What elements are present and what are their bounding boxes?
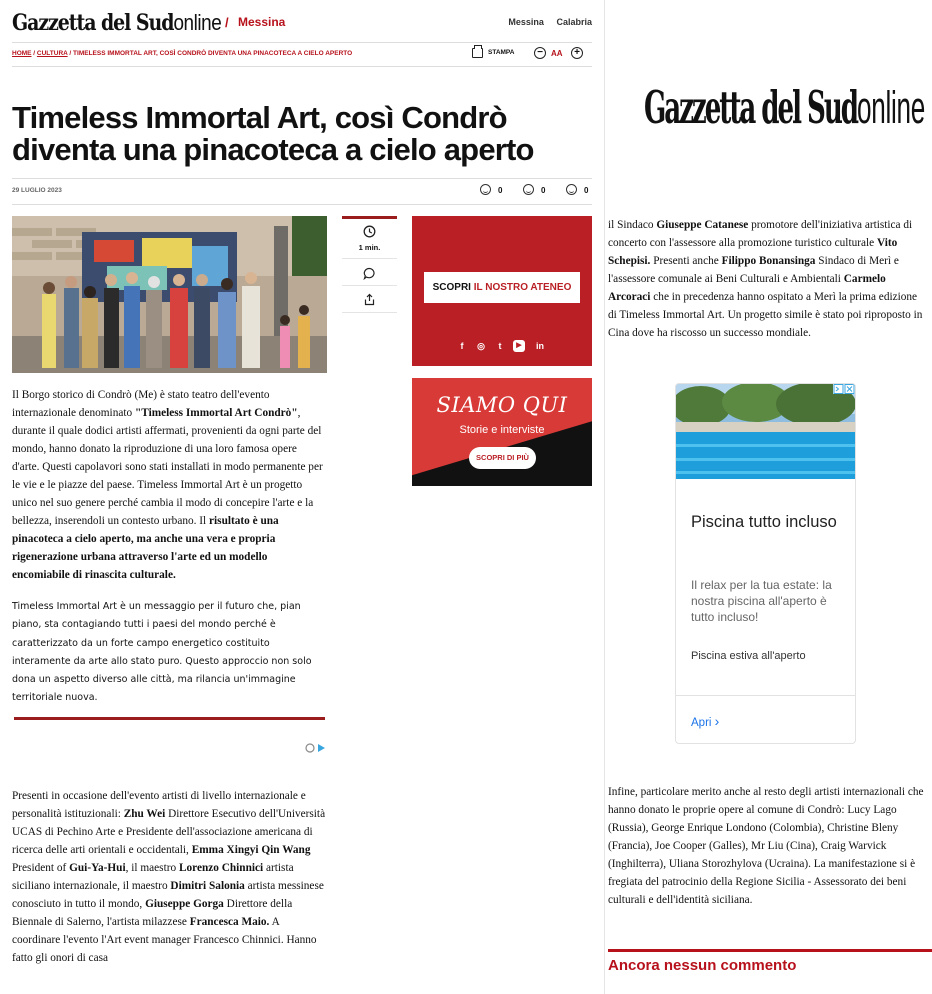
header-divider (12, 42, 592, 43)
ad-siamo-qui-banner[interactable] (412, 378, 592, 486)
printer-icon (472, 48, 483, 58)
smile-icon (480, 184, 491, 195)
ad-divider (676, 695, 856, 696)
logo-separator: / (225, 15, 229, 30)
pool-image (676, 384, 856, 479)
print-paragraph-2: Infine, particolare merito anche al resto degli artisti internazionali che hanno donato le proprie opere al comune di Condrò: Lucy Lago (Russia), George Enrique Londono (Colombia), Christine Bleny (Francia), Joe Cooper (Galles), Mr Liu (Cina), Craig Warvick (Inghilterra), Uliana Storozhylova (Ucraina). La manifestazione si è fregiata del patrocinio della Regione Sicilia - Assessorato dei beni culturali e dell'identità siciliana. (608, 786, 924, 906)
article-paragraph-2: Timeless Immortal Art è un messaggio per il futuro che, pian piano, sta contagiando tutti i paesi del mondo perché è caratterizzato da un forte campo energetico costituito interamente da arte allo stato puro. Questo approccio non solo dona un aspetto diverso alle città, ma rilancia un'immagine territoriale nuova. (12, 601, 312, 704)
linkedin-icon[interactable]: in (536, 341, 544, 351)
print-logo-suffix: online (857, 82, 925, 133)
print-logo-text: Gazzetta del Sud (644, 81, 858, 134)
comment-icon (363, 267, 376, 280)
reaction-surprised-button[interactable] (523, 184, 563, 198)
article-title: Timeless Immortal Art, così Condrò diventa una pinacoteca a cielo aperto (12, 100, 534, 167)
breadcrumb-current: TIMELESS IMMORTAL ART, COSÌ CONDRÒ DIVENTA UNA PINACOTECA A CIELO APERTO (73, 50, 353, 57)
article-paragraph-3: Presenti in occasione dell'evento artisti di livello internazionale e personalità istituzionali: Zhu Wei Direttore Esecutivo dell'Università UCAS di Pechino Arte e Presidente dell'associazione americana di ricerca delle arti orientali e occidentali, Emma Xingyi Qin Wang President of Gui-Ya-Hui, il maestro Lorenzo Chinnici artista siciliano internazionale, il maestro Dimitri Salonia artista messinese conosciuto in tutto il mondo, Giuseppe Gorga Direttore della Biennale di Salerno, l'artista milazzese Francesca Maio. A coordinare l'evento l'Art event manager Francesco Chinnici. Hanno fatto gli onori di casa (12, 790, 326, 964)
comment-button[interactable] (342, 259, 397, 286)
reactions-bar (480, 184, 592, 198)
publish-date: 29 LUGLIO 2023 (12, 187, 62, 194)
share-rail (342, 216, 397, 312)
ad-siamo-button[interactable]: SCOPRI DI PIÙ (469, 447, 536, 469)
twitter-icon[interactable]: t (498, 341, 502, 351)
region-nav (498, 17, 592, 27)
ad-piscina-footer: Piscina estiva all'aperto (691, 650, 806, 662)
font-increase-button[interactable]: + (571, 47, 583, 59)
share-icon (363, 293, 376, 306)
reaction-smile-button[interactable] (480, 184, 520, 198)
social-links (456, 340, 548, 354)
title-divider (12, 178, 592, 179)
breadcrumb-separator: / (67, 50, 74, 57)
share-button[interactable] (342, 286, 397, 313)
reading-time (342, 219, 397, 259)
reaction-count: 0 (541, 186, 546, 195)
print-logo (644, 81, 925, 134)
site-header (12, 8, 592, 42)
instagram-icon[interactable]: ◎ (477, 341, 485, 351)
comments-heading: Ancora nessun commento (608, 957, 797, 974)
ad-ateneo-banner[interactable] (412, 216, 592, 366)
facebook-icon[interactable]: f (460, 341, 464, 351)
site-logo[interactable] (12, 10, 221, 36)
logo-brand-text: Gazzetta del Sud (12, 10, 174, 36)
ad-siamo-subtitle: Storie e interviste (459, 424, 545, 436)
article-photo[interactable] (12, 216, 327, 373)
sad-icon (566, 184, 577, 195)
reaction-count: 0 (498, 186, 503, 195)
reaction-count: 0 (584, 186, 589, 195)
ad-piscina[interactable] (675, 383, 856, 744)
breadcrumb (12, 50, 352, 57)
font-size-icon: AA (551, 49, 563, 58)
print-paragraph-1: il Sindaco Giuseppe Catanese promotore dell'iniziativa artistica di concerto con l'assessore alla promozione turistico culturale Vito Schepisi. Presenti anche Filippo Bonansinga Sindaco di Merì e l'assessore comunale ai Beni Culturali e Ambientali Carmelo Arcoraci che in precedenza hanno ospitato a Merì la prima edizione di Timeless Immortal Art. Un progetto simile è stato poi riproposto in Cina dove ha riscosso un successo mondiale. (608, 219, 923, 339)
print-label: STAMPA (488, 49, 515, 56)
group-photo (12, 216, 327, 373)
print-page (606, 0, 932, 994)
ad-piscina-open-button[interactable]: Apri › (691, 713, 720, 729)
ad-siamo-title: SIAMO QUI (436, 393, 568, 417)
ad-ateneo-cta[interactable]: SCOPRI IL NOSTRO ATENEO (424, 272, 580, 303)
meta-divider (12, 204, 592, 205)
ad-close-icon[interactable] (833, 384, 855, 394)
comments-divider (608, 949, 932, 952)
breadcrumb-category[interactable]: CULTURA (36, 50, 68, 57)
ad-divider (14, 717, 325, 720)
surprised-icon (523, 184, 534, 195)
section-title[interactable]: Messina (238, 15, 286, 29)
article-paragraph-1: Il Borgo storico di Condrò (Me) è stato teatro dell'evento internazionale denominato "Timeless Immortal Art Condrò", durante il quale dodici artisti affermati, provenienti da ogni parte del mondo, hanno donato la riproduzione di una loro famosa opere d'arte. Questi capolavori sono stati installati in modo permanente per le vie e le piazze del paese. Timeless Immortal Art è un progetto unico nel suo genere perché cambia il modo di concepire l'arte e la bellezza, inserendoli un contesto urbano. Il risultato è una pinacoteca a cielo aperto, ma anche una vera e propria rigenerazione urbana attraverso l'arte ed un modello encomiabile di rinascita culturale. (12, 389, 323, 581)
breadcrumb-divider (12, 66, 592, 67)
adchoices-icon[interactable] (305, 742, 327, 754)
reaction-sad-button[interactable] (566, 184, 605, 198)
chevron-right-icon: › (714, 713, 720, 729)
reading-time-label: 1 min. (358, 243, 381, 252)
clock-icon (363, 225, 376, 238)
font-decrease-button[interactable]: − (534, 47, 546, 59)
logo-suffix: online (173, 10, 222, 35)
ad-piscina-title: Piscina tutto incluso (691, 513, 837, 531)
youtube-icon[interactable]: ▶ (513, 340, 525, 352)
breadcrumb-separator: / (31, 50, 37, 57)
region-link-messina[interactable]: Messina (508, 17, 544, 27)
article-toolbar (470, 46, 590, 62)
breadcrumb-home[interactable]: HOME (12, 50, 32, 57)
ad-piscina-description: Il relax per la tua estate: la nostra piscina all'aperto è tutto incluso! (691, 578, 832, 624)
region-link-calabria[interactable]: Calabria (556, 17, 592, 27)
